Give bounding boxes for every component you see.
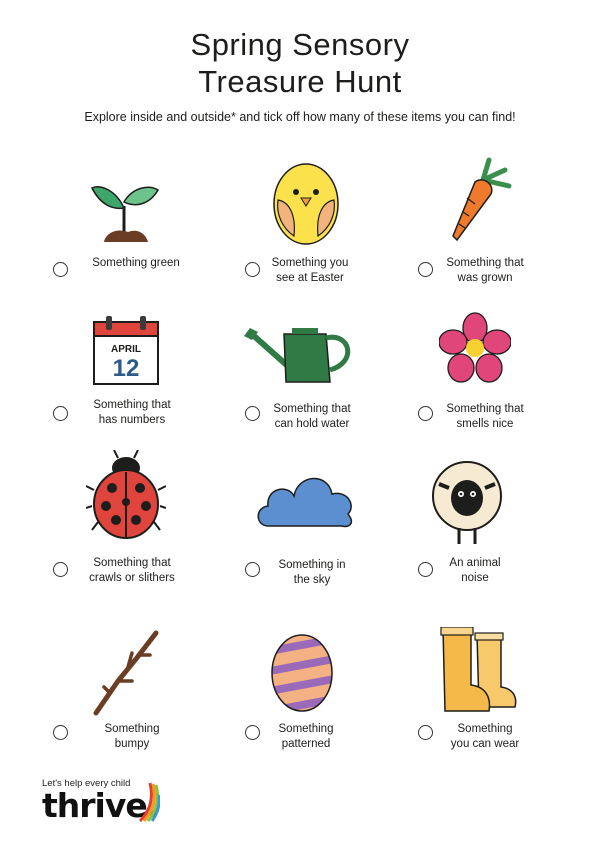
title-line-2: Treasure Hunt — [198, 64, 402, 99]
item-label: Something that can hold water — [273, 403, 351, 430]
item-label: Something patterned — [278, 723, 334, 750]
cloud-icon — [252, 468, 356, 530]
hunt-item-grown — [405, 170, 585, 320]
item-label: Something you see at Easter — [271, 257, 349, 284]
logo-mark: . — [146, 786, 159, 825]
checkbox[interactable] — [53, 725, 68, 740]
item-label: Something that was grown — [446, 257, 524, 284]
item-label: Something that has numbers — [93, 399, 171, 426]
easter-egg-icon — [270, 629, 334, 713]
title-line-1: Spring Sensory — [190, 27, 410, 62]
hunt-item-crawls — [40, 458, 220, 608]
hunt-item-numbers — [40, 318, 220, 468]
hunt-item-easter — [230, 170, 410, 320]
calendar-month: APRIL — [111, 344, 141, 355]
instructions-text: Explore inside and outside* and tick off how many of these items you can find! — [84, 110, 516, 124]
seedling-icon — [88, 176, 160, 246]
item-label: Something that smells nice — [446, 403, 524, 430]
hunt-item-bumpy — [40, 625, 220, 775]
logo-wordmark: thrive — [42, 786, 147, 825]
ladybird-icon — [86, 450, 166, 542]
checkbox[interactable] — [53, 262, 68, 277]
rainbow-icon — [138, 781, 160, 823]
item-label: Something that crawls or slithers — [89, 557, 175, 584]
thrive-logo — [42, 778, 158, 823]
hunt-item-smells — [405, 318, 585, 468]
flower-icon — [439, 312, 511, 388]
hunt-item-patterned — [230, 625, 410, 775]
hunt-item-wear — [405, 625, 585, 775]
carrot-icon — [443, 156, 513, 246]
wellington-boots-icon — [437, 627, 517, 715]
logo-tagline: Let's help every child — [42, 778, 131, 789]
sheep-icon — [429, 458, 505, 546]
hunt-item-noise — [405, 458, 585, 608]
item-label: Something green — [92, 257, 180, 269]
calendar-icon — [92, 316, 160, 386]
hunt-item-water — [230, 318, 410, 468]
item-label: Something you can wear — [450, 723, 520, 750]
checkbox[interactable] — [53, 406, 68, 421]
calendar-day: 12 — [112, 355, 140, 382]
chick-egg-icon — [270, 156, 342, 246]
item-label: Something in the sky — [278, 559, 346, 586]
checkbox[interactable] — [53, 562, 68, 577]
twig-icon — [92, 629, 164, 717]
hunt-item-green — [40, 170, 220, 320]
hunt-item-sky — [230, 458, 410, 608]
item-label: An animal noise — [449, 557, 501, 584]
page-title — [0, 26, 600, 100]
watering-can-icon — [240, 318, 360, 388]
item-label: Something bumpy — [104, 723, 160, 750]
